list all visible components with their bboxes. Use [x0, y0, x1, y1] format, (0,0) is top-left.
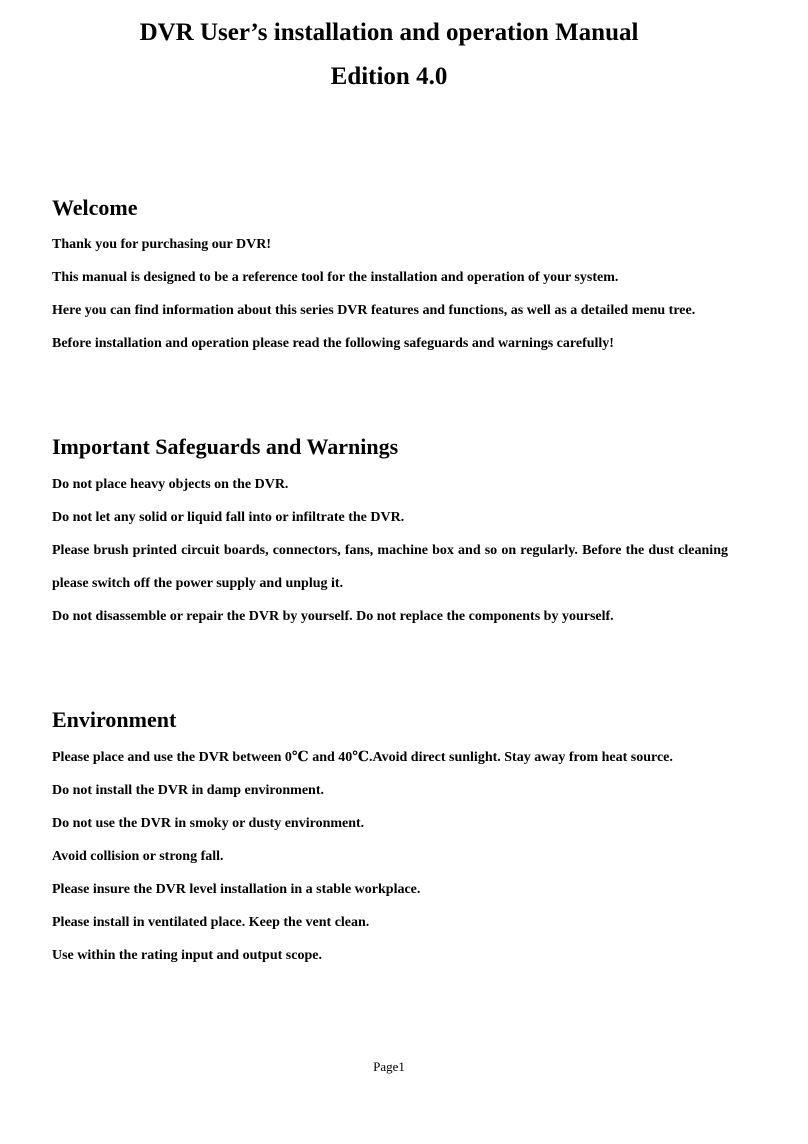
environment-paragraph: Do not install the DVR in damp environment.	[52, 783, 324, 798]
welcome-heading: Welcome	[52, 195, 138, 220]
environment-heading: Environment	[52, 707, 177, 732]
document-edition: Edition 4.0	[330, 63, 448, 90]
welcome-paragraph: Thank you for purchasing our DVR!	[52, 237, 272, 252]
safeguards-section	[52, 468, 728, 633]
environment-paragraph: Please install in ventilated place. Keep the vent clean.	[52, 915, 370, 930]
welcome-paragraph: This manual is designed to be a reference tool for the installation and operation of your system.	[52, 270, 619, 285]
environment-paragraph: Please place and use the DVR between 0℃ and 40℃.Avoid direct sunlight. Stay away from heat source.	[52, 750, 673, 765]
safeguards-paragraph: Do not disassemble or repair the DVR by yourself. Do not replace the components by yourself.	[52, 609, 614, 624]
document-title: DVR User’s installation and operation Manual	[139, 19, 639, 46]
welcome-paragraph: Before installation and operation please read the following safeguards and warnings carefully!	[52, 336, 614, 351]
safeguards-heading: Important Safeguards and Warnings	[52, 434, 399, 459]
safeguards-paragraph: Do not let any solid or liquid fall into or infiltrate the DVR.	[52, 510, 405, 525]
safeguards-paragraph: Do not place heavy objects on the DVR.	[52, 477, 289, 492]
environment-paragraph: Do not use the DVR in smoky or dusty environment.	[52, 816, 365, 831]
welcome-paragraph: Here you can find information about this series DVR features and functions, as well as a detailed menu tree.	[52, 303, 696, 318]
environment-paragraph: Use within the rating input and output scope.	[52, 948, 322, 963]
welcome-section	[52, 228, 728, 360]
safeguards-paragraph: Please brush printed circuit boards, connectors, fans, machine box and so on regularly. Before the dust cleaning please switch off the power supply and unplug it.	[52, 543, 728, 591]
environment-paragraph: Please insure the DVR level installation in a stable workplace.	[52, 882, 421, 897]
environment-section	[52, 741, 728, 972]
environment-paragraph: Avoid collision or strong fall.	[52, 849, 224, 864]
page-number: Page1	[373, 1059, 405, 1074]
